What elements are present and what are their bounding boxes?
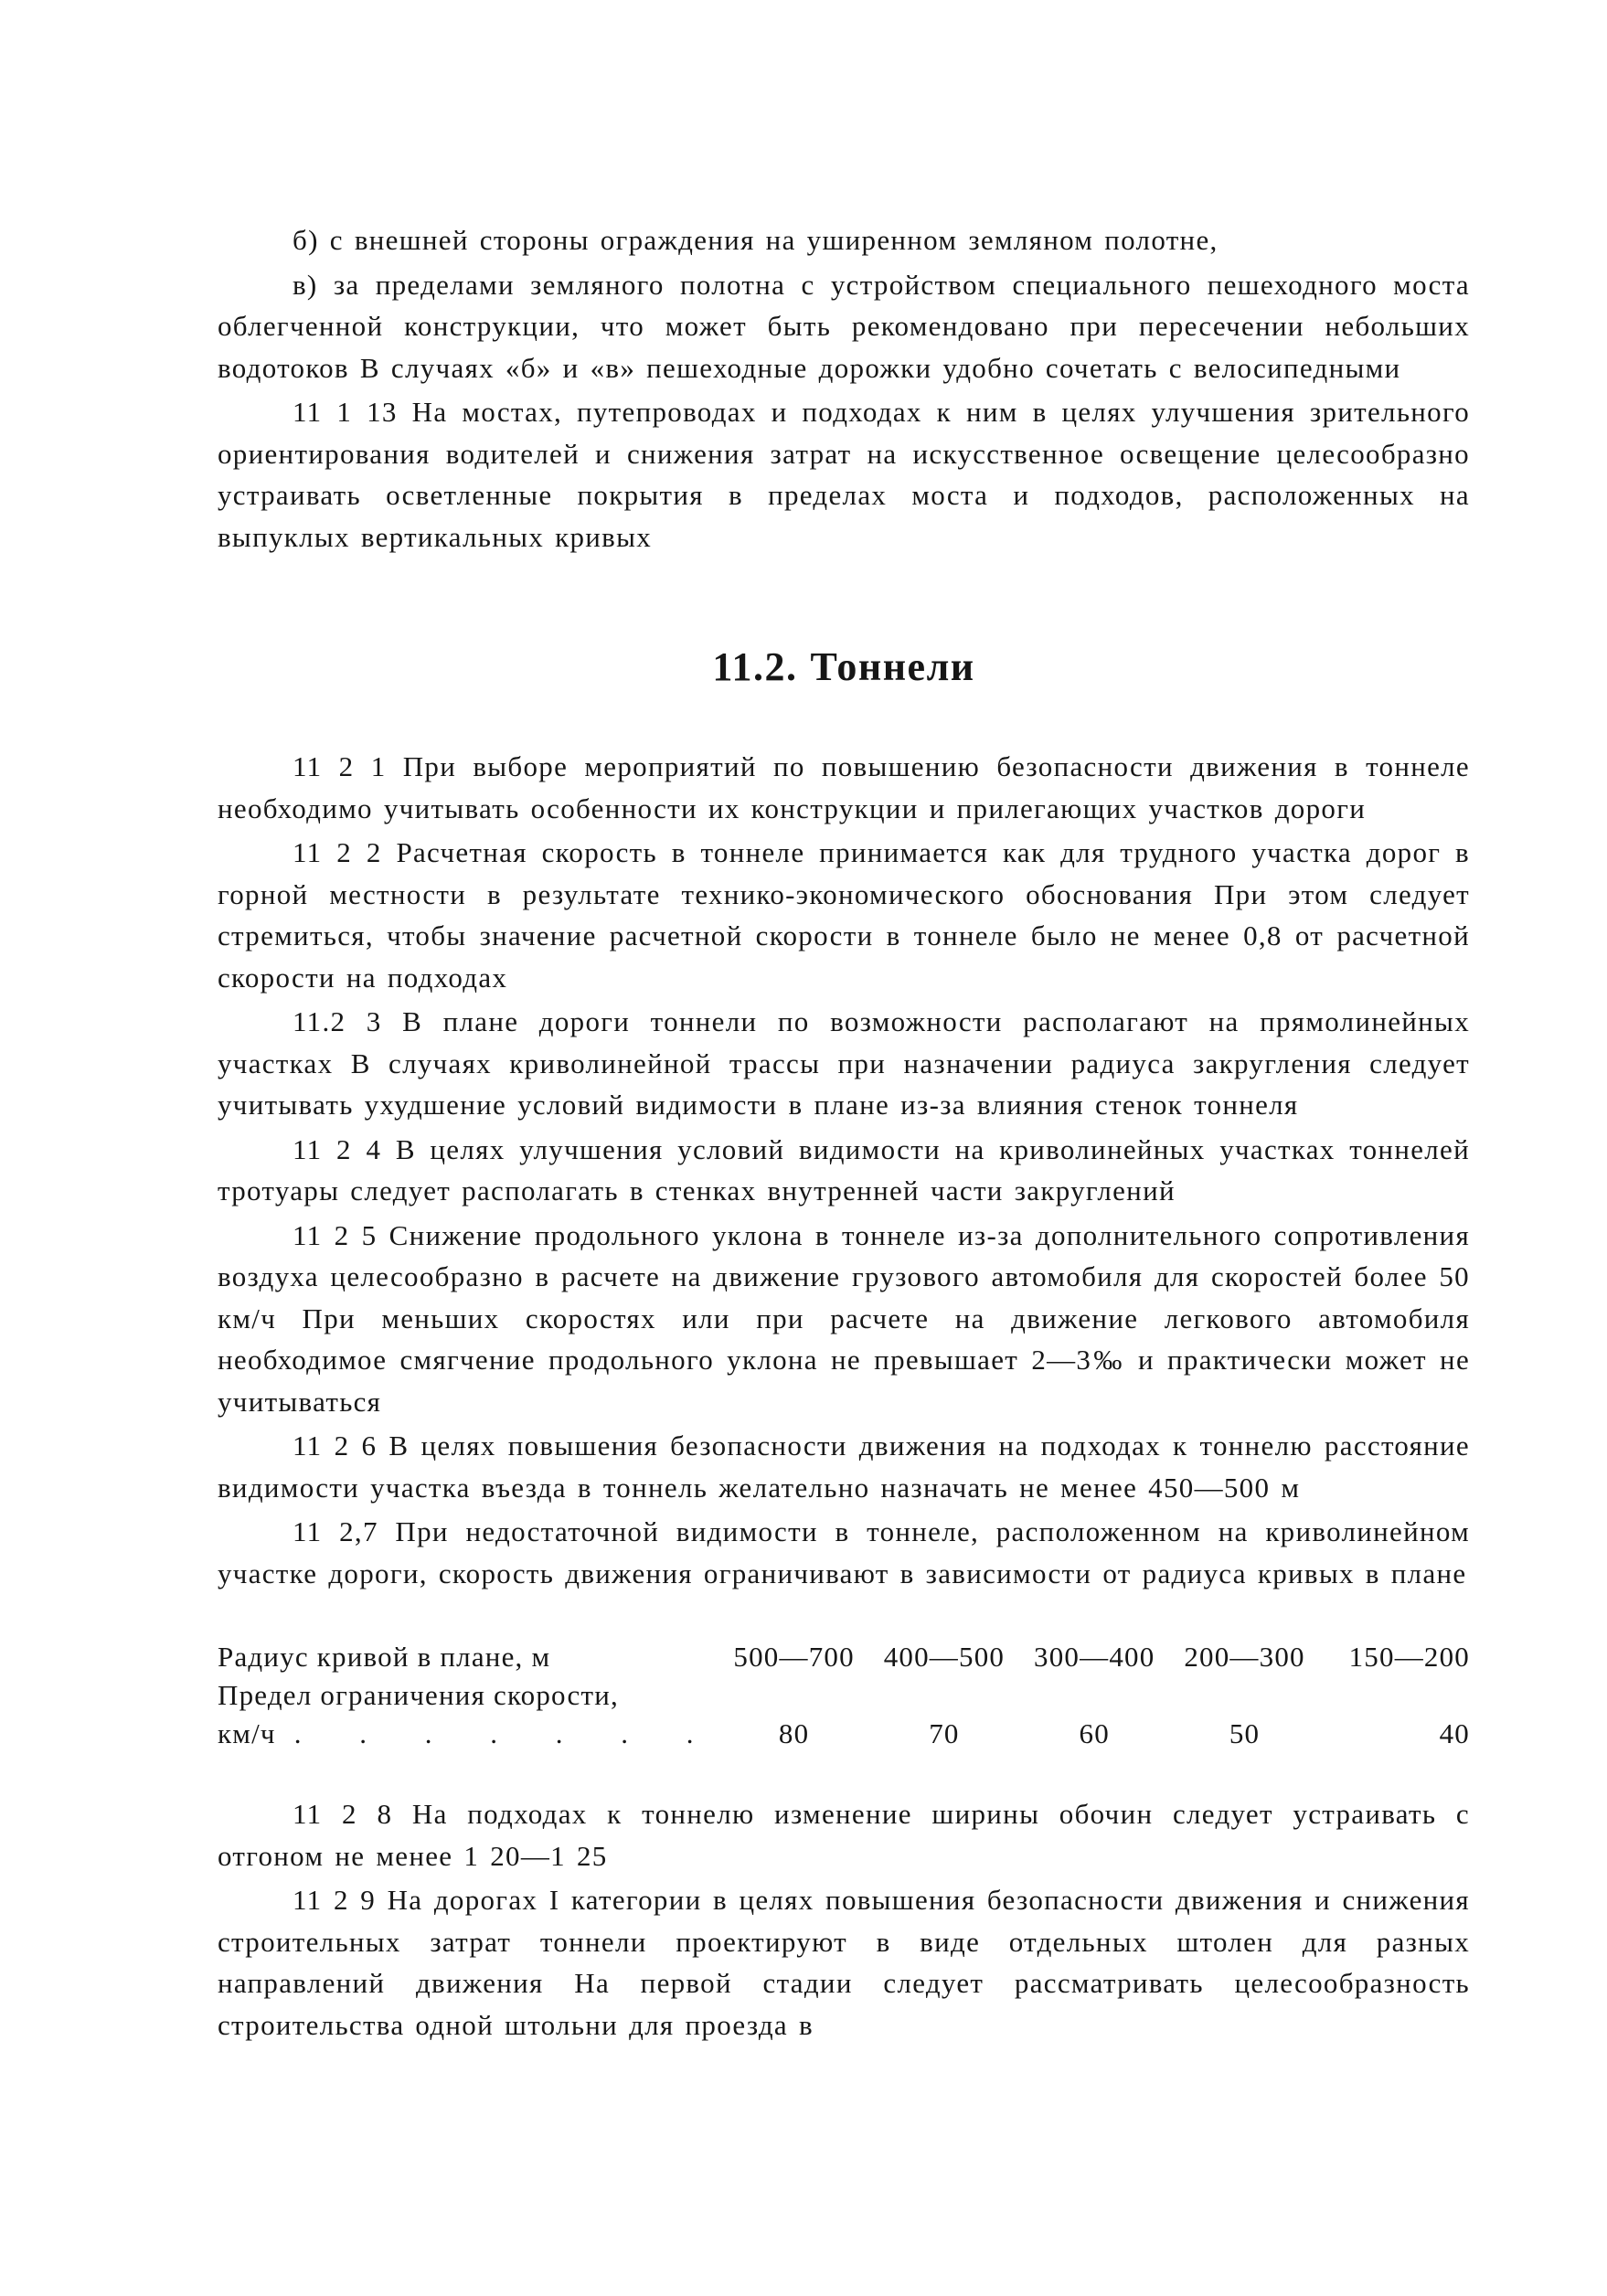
table-cell-speed: 80 bbox=[778, 1717, 810, 1749]
section-number: 11.2. bbox=[712, 644, 798, 689]
paragraph-b: б) с внешней стороны ограждения на уширенном земляном полотне, bbox=[293, 224, 1219, 256]
paragraph-11-2-2: 11 2 2 Расчетная скорость в тоннеле принимается как для трудного участка дорог в горной местности в результате технико-экономического обоснования При этом следует стремиться, чтобы значение расчетной скорости в тоннеле было не менее 0,8 от расчетной скорости на подходах bbox=[218, 836, 1470, 994]
paragraph-11-2-7: 11 2,7 При недостаточной видимости в тоннеле, расположенном на криволинейном участке дороги, скорость движения ограничивают в зависимости от радиуса кривых в плане bbox=[218, 1515, 1470, 1589]
table-cell-speed: 50 bbox=[1229, 1717, 1261, 1749]
table-cell-radius: 400—500 bbox=[883, 1641, 1006, 1673]
paragraph-11-2-5: 11 2 5 Снижение продольного уклона в тоннеле из-за дополнительного сопротивления воздуха целесообразно в расчете на движение грузового автомобиля для скоростей более 50 км/ч При меньших скоростях или при расчете на движение легкового автомобиля необходимое смягчение продольного уклона не превышает 2—3‰ и практически может не учитываться bbox=[218, 1218, 1470, 1418]
speed-limit-table bbox=[218, 1638, 1470, 1753]
paragraph-11-1-13: 11 1 13 На мостах, путепроводах и подходах к ним в целях улучшения зрительного ориентирования водителей и снижения затрат на искусственное освещение целесообразно устраивать осветленные покрытия в пределах моста и подходов, расположенных на выпуклых вертикальных кривых bbox=[218, 396, 1470, 553]
paragraph-11-2-6: 11 2 6 В целях повышения безопасности движения на подходах к тоннелю расстояние видимости участка въезда в тоннель желательно назначать не менее 450—500 м bbox=[218, 1430, 1470, 1504]
table-cell-radius: 150—200 bbox=[1348, 1641, 1470, 1673]
table-row-speed bbox=[218, 1715, 1470, 1753]
paragraph-11-2-8: 11 2 8 На подходах к тоннелю изменение ширины обочин следует устраивать с отгоном не менее 1 20—1 25 bbox=[218, 1798, 1470, 1872]
table-row-label: Радиус кривой в плане, м bbox=[218, 1641, 551, 1673]
table-row-label: Предел ограничения скорости, bbox=[218, 1679, 619, 1711]
table-cell-speed: 70 bbox=[929, 1717, 960, 1749]
table-row-speed-label bbox=[218, 1676, 1470, 1715]
paragraph-v: в) за пределами земляного полотна с устройством специального пешеходного моста облегченной конструкции, что может быть рекомендовано при пересечении небольших водотоков В случаях «б» и «в» пешеходные дорожки удобно сочетать с велосипедными bbox=[218, 268, 1470, 384]
paragraph-11-2-1: 11 2 1 При выборе мероприятий по повышению безопасности движения в тоннеле необходимо учитывать особенности их конструкции и прилегающих участков дороги bbox=[218, 750, 1470, 824]
table-row-radius bbox=[218, 1638, 1470, 1676]
section-title: Тоннели bbox=[810, 644, 975, 689]
table-row-label-cell bbox=[218, 1715, 718, 1753]
paragraph-11-2-3: 11.2 3 В плане дороги тоннели по возможности располагают на прямолинейных участках В случаях криволинейной трассы при назначении радиуса закругления следует учитывать ухудшение условий видимости в плане из-за влияния стенок тоннеля bbox=[218, 1005, 1470, 1121]
text-column bbox=[218, 219, 1470, 2046]
leader-dots: . . . . . . . bbox=[293, 1717, 719, 1749]
table-cell-radius: 200—300 bbox=[1184, 1641, 1305, 1673]
table-cell-radius: 500—700 bbox=[733, 1641, 855, 1673]
section-heading bbox=[218, 643, 1470, 691]
table-cell-radius: 300—400 bbox=[1034, 1641, 1155, 1673]
paragraph-11-2-4: 11 2 4 В целях улучшения условий видимости на криволинейных участках тоннелей тротуары следует располагать в стенках внутренней части закруглений bbox=[218, 1132, 1470, 1206]
paragraph-11-2-9: 11 2 9 На дорогах I категории в целях повышения безопасности движения и снижения строительных затрат тоннели проектируют в виде отдельных штолен для разных направлений движения На первой стадии следует рассматривать целесообразность строительства одной штольни для проезда в bbox=[218, 1884, 1470, 2041]
table-cell-speed: 40 bbox=[1439, 1717, 1470, 1749]
table-row-label: км/ч bbox=[218, 1717, 276, 1749]
table-cell-speed: 60 bbox=[1079, 1717, 1110, 1749]
